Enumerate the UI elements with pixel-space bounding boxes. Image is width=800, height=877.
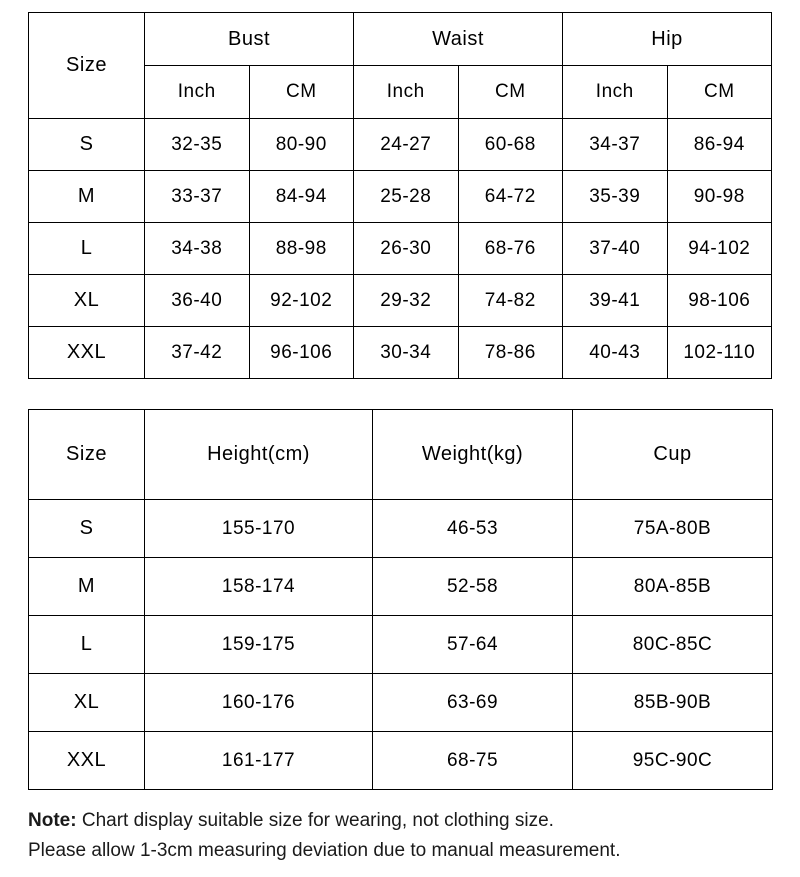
cell-weight: 57-64 bbox=[373, 616, 573, 674]
cell-size: S bbox=[29, 500, 145, 558]
header-bust-inch: Inch bbox=[145, 66, 250, 119]
table-row bbox=[29, 616, 773, 674]
header-bust-cm: CM bbox=[249, 66, 354, 119]
cell-waist-cm: 60-68 bbox=[458, 119, 563, 171]
cell-weight: 46-53 bbox=[373, 500, 573, 558]
measurement-size-table bbox=[28, 12, 772, 379]
cell-hip-inch: 35-39 bbox=[563, 171, 668, 223]
cell-waist-inch: 25-28 bbox=[354, 171, 459, 223]
cell-height: 155-170 bbox=[145, 500, 373, 558]
cell-hip-cm: 98-106 bbox=[667, 275, 772, 327]
cell-weight: 68-75 bbox=[373, 732, 573, 790]
cell-bust-inch: 36-40 bbox=[145, 275, 250, 327]
header-size: Size bbox=[29, 410, 145, 500]
note-line-2: Please allow 1-3cm measuring deviation due to manual measurement. bbox=[28, 840, 621, 861]
cell-bust-cm: 96-106 bbox=[249, 327, 354, 379]
cell-size: M bbox=[29, 558, 145, 616]
cell-hip-inch: 37-40 bbox=[563, 223, 668, 275]
header-hip-inch: Inch bbox=[563, 66, 668, 119]
cell-height: 161-177 bbox=[145, 732, 373, 790]
cell-hip-cm: 102-110 bbox=[667, 327, 772, 379]
header-group-waist: Waist bbox=[354, 13, 563, 66]
table-row bbox=[29, 275, 772, 327]
cell-bust-inch: 37-42 bbox=[145, 327, 250, 379]
cell-height: 160-176 bbox=[145, 674, 373, 732]
cell-hip-inch: 34-37 bbox=[563, 119, 668, 171]
cell-hip-inch: 39-41 bbox=[563, 275, 668, 327]
header-cup: Cup bbox=[573, 410, 773, 500]
cell-waist-inch: 29-32 bbox=[354, 275, 459, 327]
cell-size: S bbox=[29, 119, 145, 171]
cell-hip-cm: 94-102 bbox=[667, 223, 772, 275]
cell-weight: 63-69 bbox=[373, 674, 573, 732]
cell-bust-cm: 88-98 bbox=[249, 223, 354, 275]
cell-waist-cm: 74-82 bbox=[458, 275, 563, 327]
table-row bbox=[29, 327, 772, 379]
header-weight: Weight(kg) bbox=[373, 410, 573, 500]
cell-waist-inch: 30-34 bbox=[354, 327, 459, 379]
cell-cup: 95C-90C bbox=[573, 732, 773, 790]
header-waist-inch: Inch bbox=[354, 66, 459, 119]
cell-size: XL bbox=[29, 674, 145, 732]
cell-size: L bbox=[29, 616, 145, 674]
cell-bust-inch: 32-35 bbox=[145, 119, 250, 171]
cell-height: 159-175 bbox=[145, 616, 373, 674]
table-row bbox=[29, 119, 772, 171]
cell-bust-cm: 92-102 bbox=[249, 275, 354, 327]
cell-size: XXL bbox=[29, 732, 145, 790]
table-row bbox=[29, 171, 772, 223]
cell-cup: 75A-80B bbox=[573, 500, 773, 558]
header-hip-cm: CM bbox=[667, 66, 772, 119]
header-group-bust: Bust bbox=[145, 13, 354, 66]
cell-bust-cm: 80-90 bbox=[249, 119, 354, 171]
cell-size: XXL bbox=[29, 327, 145, 379]
cell-size: M bbox=[29, 171, 145, 223]
cell-hip-cm: 90-98 bbox=[667, 171, 772, 223]
header-size: Size bbox=[29, 13, 145, 119]
table-row bbox=[29, 500, 773, 558]
cell-cup: 85B-90B bbox=[573, 674, 773, 732]
cell-waist-cm: 68-76 bbox=[458, 223, 563, 275]
cell-waist-cm: 78-86 bbox=[458, 327, 563, 379]
cell-waist-cm: 64-72 bbox=[458, 171, 563, 223]
cell-cup: 80C-85C bbox=[573, 616, 773, 674]
cell-size: L bbox=[29, 223, 145, 275]
table-row bbox=[29, 674, 773, 732]
note-text-1: Chart display suitable size for wearing, not clothing size. bbox=[81, 810, 554, 831]
cell-bust-inch: 33-37 bbox=[145, 171, 250, 223]
cell-waist-inch: 24-27 bbox=[354, 119, 459, 171]
cell-hip-inch: 40-43 bbox=[563, 327, 668, 379]
cell-hip-cm: 86-94 bbox=[667, 119, 772, 171]
cell-bust-cm: 84-94 bbox=[249, 171, 354, 223]
note-line-1 bbox=[28, 806, 772, 836]
body-size-table bbox=[28, 409, 773, 790]
header-height: Height(cm) bbox=[145, 410, 373, 500]
cell-height: 158-174 bbox=[145, 558, 373, 616]
table-row bbox=[29, 732, 773, 790]
cell-size: XL bbox=[29, 275, 145, 327]
note-label: Note: bbox=[28, 810, 77, 831]
table-row bbox=[29, 558, 773, 616]
notes-section bbox=[28, 806, 772, 866]
cell-bust-inch: 34-38 bbox=[145, 223, 250, 275]
cell-waist-inch: 26-30 bbox=[354, 223, 459, 275]
cell-cup: 80A-85B bbox=[573, 558, 773, 616]
header-waist-cm: CM bbox=[458, 66, 563, 119]
table-row bbox=[29, 223, 772, 275]
table-spacer bbox=[28, 379, 772, 409]
cell-weight: 52-58 bbox=[373, 558, 573, 616]
header-group-hip: Hip bbox=[563, 13, 772, 66]
